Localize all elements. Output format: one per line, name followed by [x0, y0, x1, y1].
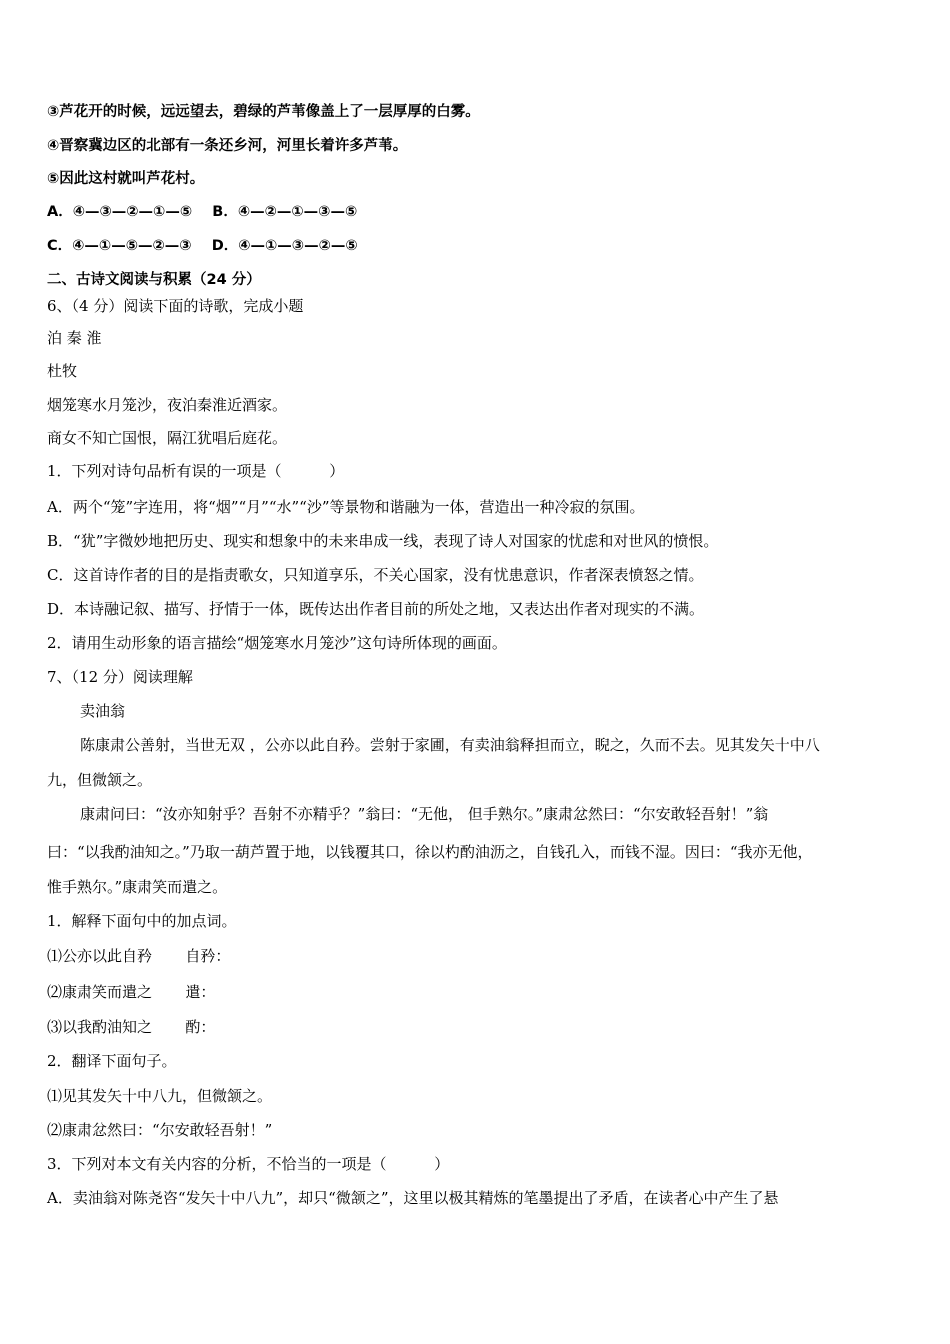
- section-heading: 二、古诗文阅读与积累（24 分）: [47, 272, 261, 288]
- sub-question: ⑴见其发矢十中八九，但微颔之。: [47, 1087, 273, 1105]
- question-heading: 6、（4 分）阅读下面的诗歌，完成小题: [47, 297, 304, 315]
- poem-line: 商女不知亡国恨，隔江犹唱后庭花。: [47, 429, 288, 447]
- passage-line: 陈康肃公善射，当世无双 ，公亦以此自矜。尝射于家圃，有卖油翁释担而立，睨之，久而不去。见其发矢十中八: [80, 736, 820, 754]
- text-line: ③芦花开的时候，远远望去，碧绿的芦苇像盖上了一层厚厚的白雾。: [47, 104, 480, 120]
- option-line: A．卖油翁对陈尧咨“发矢十中八九”，却只“微颔之”，这里以极其精炼的笔墨提出了矛盾，在读者心中产生了悬: [47, 1189, 779, 1207]
- question-line: 2．翻译下面句子。: [47, 1052, 177, 1070]
- question-line: 3．下列对本文有关内容的分析，不恰当的一项是（ ）: [47, 1155, 450, 1173]
- text-line: ④晋察冀边区的北部有一条还乡河，河里长着许多芦苇。: [47, 138, 408, 154]
- option-line: A．两个“笼”字连用，将“烟”“月”“水”“沙”等景物和谐融为一体，营造出一种冷寂的氛围。: [47, 498, 645, 516]
- question-line: 2．请用生动形象的语言描绘“烟笼寒水月笼沙”这句诗所体现的画面。: [47, 634, 507, 652]
- sub-question: ⑶以我酌油知之 酌：: [47, 1018, 216, 1036]
- question-line: 1．下列对诗句品析有误的一项是（ ）: [47, 462, 345, 480]
- passage-line: 曰：“以我酌油知之。”乃取一葫芦置于地，以钱覆其口，徐以杓酌油沥之，自钱孔入，而钱不湿。因曰：“我亦无他，: [47, 843, 813, 861]
- sub-question: ⑵康肃忿然曰：“尔安敢轻吾射！”: [47, 1121, 273, 1139]
- option-line: D．本诗融记叙、描写、抒情于一体，既传达出作者目前的所处之地，又表达出作者对现实的不满。: [47, 600, 705, 618]
- poem-author: 杜牧: [47, 362, 78, 380]
- text-line: ⑤因此这村就叫芦花村。: [47, 171, 205, 187]
- poem-line: 烟笼寒水月笼沙，夜泊秦淮近酒家。: [47, 396, 288, 414]
- poem-title: 泊 秦 淮: [47, 329, 102, 347]
- option-line: A．④—③—②—①—⑤ B．④—②—①—③—⑤: [47, 204, 358, 220]
- sub-question: ⑴公亦以此自矜 自矜：: [47, 947, 231, 965]
- passage-title: 卖油翁: [80, 702, 126, 720]
- question-line: 1．解释下面句中的加点词。: [47, 912, 237, 930]
- passage-line: 惟手熟尔。”康肃笑而遣之。: [47, 878, 228, 896]
- option-line: C．这首诗作者的目的是指责歌女，只知道享乐，不关心国家，没有忧患意识，作者深表愤怒之情。: [47, 566, 704, 584]
- question-heading: 7、（12 分）阅读理解: [47, 668, 193, 686]
- option-line: C．④—①—⑤—②—③ D．④—①—③—②—⑤: [47, 238, 358, 254]
- option-line: B．“犹”字微妙地把历史、现实和想象中的未来串成一线，表现了诗人对国家的忧虑和对世风的愤恨。: [47, 532, 719, 550]
- sub-question: ⑵康肃笑而遣之 遣：: [47, 983, 216, 1001]
- passage-line: 九，但微颔之。: [47, 771, 153, 789]
- passage-line: 康肃问曰：“汝亦知射乎？吾射不亦精乎？”翁曰：“无他， 但手熟尔。”康肃忿然曰：“尔安敢轻吾射！”翁: [80, 805, 769, 823]
